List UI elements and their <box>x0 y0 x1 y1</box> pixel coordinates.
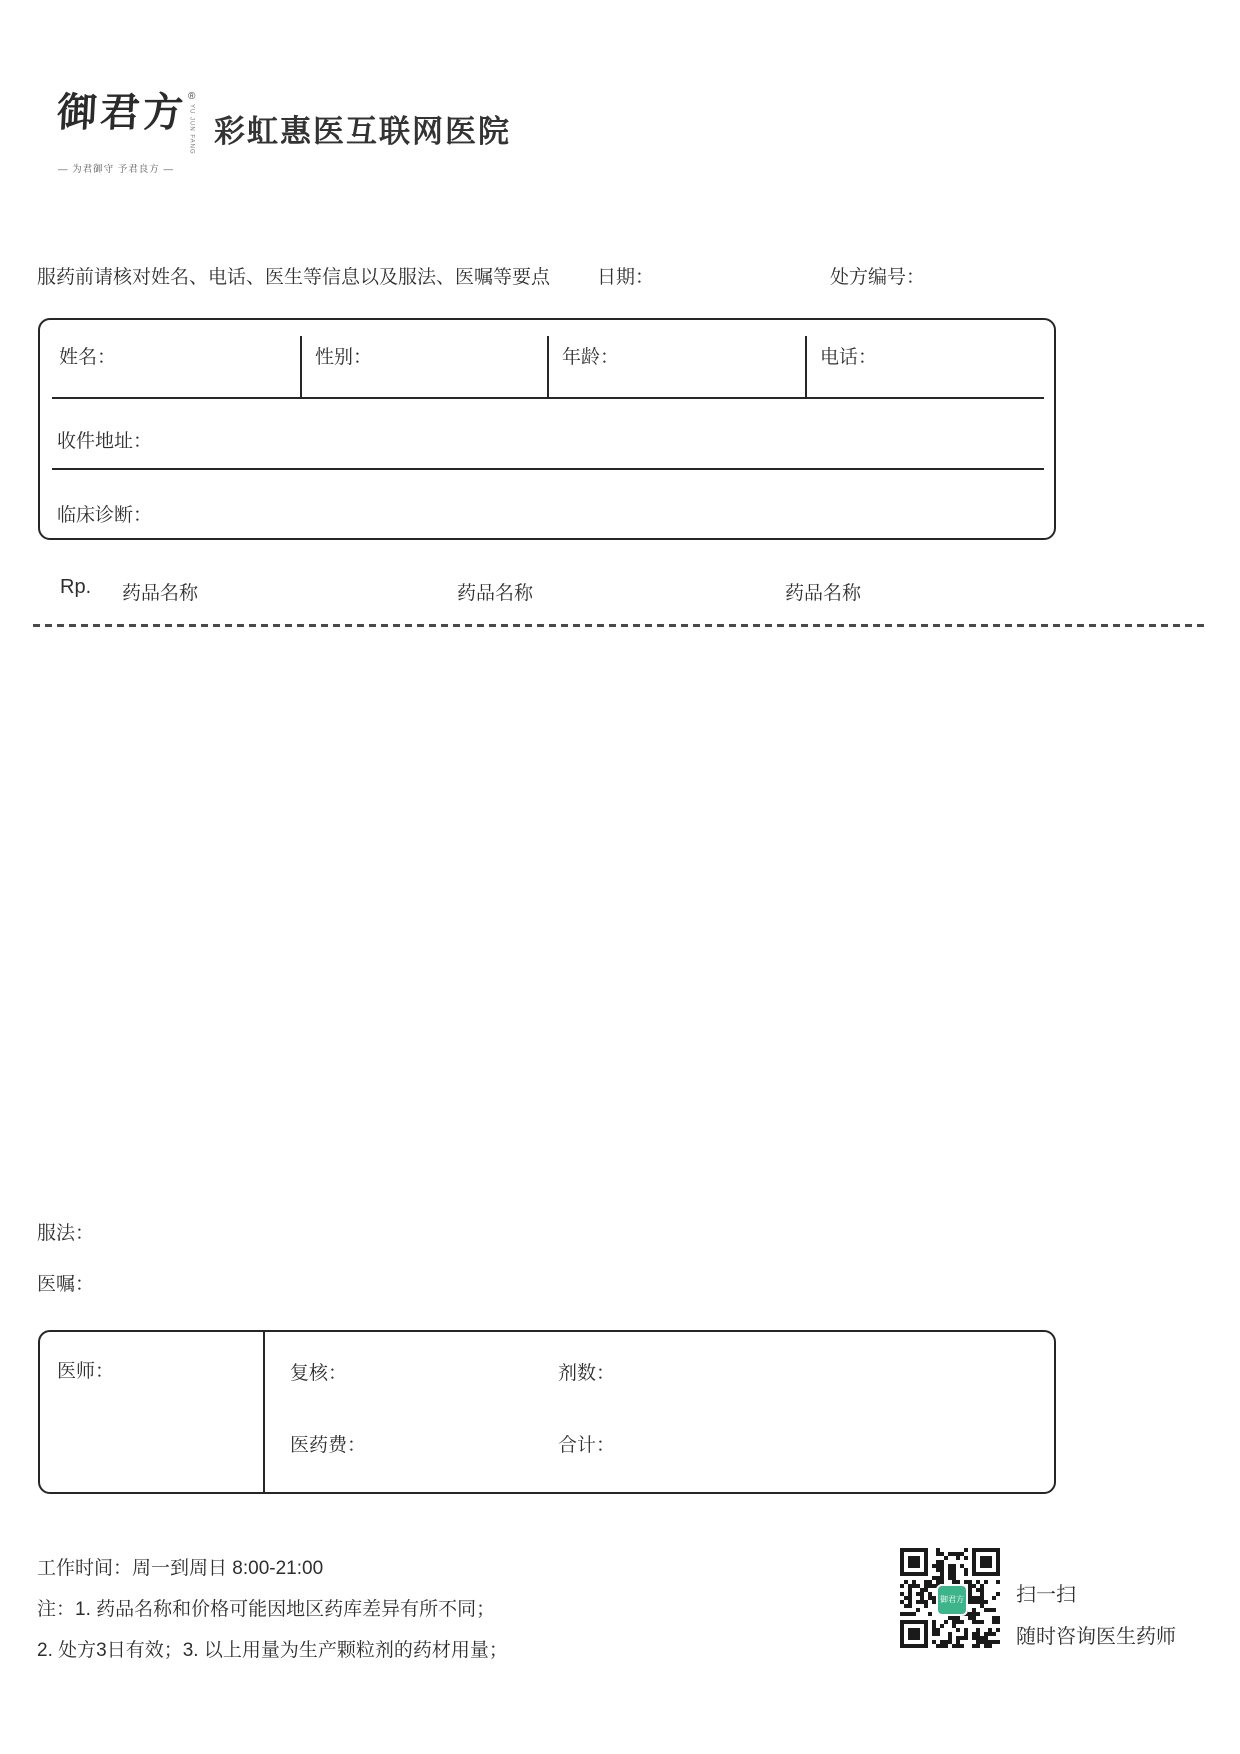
total-label: 合计： <box>558 1435 616 1456</box>
scan-hint-subtitle: 随时咨询医生药师 <box>1016 1626 1176 1648</box>
brand-pinyin-text: YU JUN FANG <box>188 104 195 155</box>
prescription-content-area <box>38 640 1208 1200</box>
working-hours-text: 工作时间：周一到周日 8:00-21:00 <box>37 1558 324 1579</box>
qr-code <box>900 1548 1004 1652</box>
age-label: 年龄： <box>562 347 620 368</box>
gender-label: 性别： <box>315 347 373 368</box>
drug-name-column-header: 药品名称 <box>785 583 862 604</box>
brand-logo-text: 御君方 <box>55 89 188 136</box>
doctor-label: 医师： <box>57 1361 115 1382</box>
medication-check-notice: 服药前请核对姓名、电话、医生等信息以及服法、医嘱等要点 <box>37 267 551 288</box>
note-line-1: 注：1. 药品名称和价格可能因地区药库差异有所不同； <box>37 1599 496 1620</box>
column-divider <box>300 336 302 399</box>
drug-name-column-header: 药品名称 <box>122 583 199 604</box>
clinical-diagnosis-label: 临床诊断： <box>57 505 153 526</box>
dashed-separator <box>33 624 1207 627</box>
signature-fee-box <box>38 1330 1056 1494</box>
hospital-title: 彩虹惠医互联网医院 <box>214 114 511 149</box>
qr-center-brand-badge: 御君方 <box>936 1584 968 1616</box>
column-divider <box>263 1332 265 1492</box>
prescription-number-label: 处方编号： <box>830 267 926 288</box>
patient-info-box <box>38 318 1056 540</box>
doctor-advice-label: 医嘱： <box>37 1274 95 1295</box>
note-line-2: 2. 处方3日有效；3. 以上用量为生产颗粒剂的药材用量； <box>37 1640 508 1661</box>
column-divider <box>547 336 549 399</box>
row-divider <box>52 468 1044 470</box>
name-label: 姓名： <box>59 347 117 368</box>
column-divider <box>805 336 807 399</box>
brand-logo <box>57 90 207 175</box>
dose-count-label: 剂数： <box>558 1363 616 1384</box>
usage-instructions-label: 服法： <box>37 1223 95 1244</box>
phone-label: 电话： <box>820 347 878 368</box>
rp-label: Rp. <box>60 576 92 598</box>
medicine-fee-label: 医药费： <box>290 1435 367 1456</box>
shipping-address-label: 收件地址： <box>57 431 153 452</box>
scan-hint-title: 扫一扫 <box>1016 1584 1076 1606</box>
registered-trademark-icon: ® <box>188 91 196 102</box>
row-divider <box>52 397 1044 399</box>
date-label: 日期： <box>597 267 655 288</box>
reviewer-label: 复核： <box>290 1363 348 1384</box>
brand-tagline: — 为君御守 予君良方 — <box>58 163 174 175</box>
drug-name-column-header: 药品名称 <box>457 583 534 604</box>
